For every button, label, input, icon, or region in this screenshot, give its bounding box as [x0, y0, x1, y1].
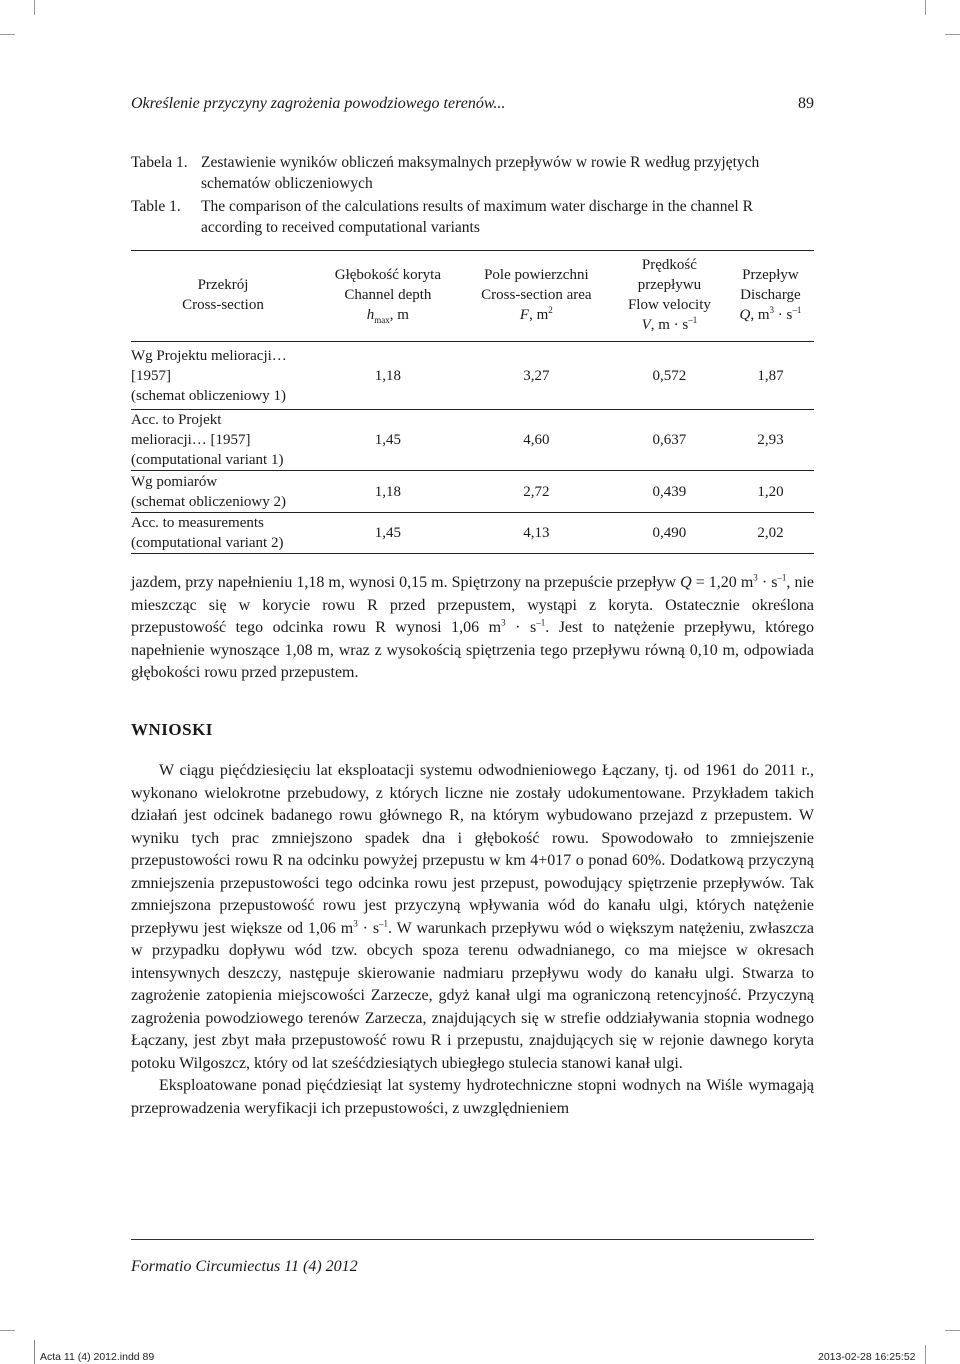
row-label: Acc. to measurements (computational variant 2): [131, 513, 315, 554]
conclusions-text: [131, 760, 814, 1120]
table-row: [131, 342, 814, 410]
crop-mark: [0, 34, 15, 35]
running-header-title: Określenie przyczyny zagrożenia powodziowego terenów...: [131, 95, 506, 112]
crop-mark: [925, 1345, 926, 1364]
cell-discharge: 1,20: [727, 471, 814, 513]
caption-label-en: Table 1.: [131, 198, 181, 215]
header-flow-velocity: Prędkość przepływu Flow velocity V, $m \cdot s^{-1}$: [612, 251, 727, 342]
table-caption-en: [131, 196, 814, 238]
cell-depth: 1,18: [315, 471, 461, 513]
table-header-row: [131, 251, 814, 342]
row-label: Acc. to Projekt melioracji… [1957] (computational variant 1): [131, 410, 315, 471]
running-header: [131, 95, 814, 113]
cell-discharge: 1,87: [727, 342, 814, 410]
paragraph-continuation: jazdem, przy napełnieniu 1,18 m, wynosi 0,15 m. Spiętrzony na przepuście przepływ Q = 1,20 $m^3 \cdot s^{-1}$, nie mieszcząc się w korycie rowu R przed przepustem, wystąpi z koryta. Ostatecznie określona przepustowość tego odcinka rowu R wynosi 1,06 $m^3 \cdot s^{-1}$. Jest to natężenie przepływu, którego napełnienie wynoszące 1,08 m, wraz z wysokością spiętrzenia tego przepływu równą 0,10 m, odpowiada głębokości rowu przed przepustem.: [131, 572, 815, 681]
results-table: [131, 250, 814, 554]
cell-depth: 1,45: [315, 513, 461, 554]
slug-datetime: 2013-02-28 16:25:52: [818, 1351, 916, 1363]
caption-text-pl: Zestawienie wyników obliczeń maksymalnych przepływów w rowie R według przyjętych schematów obliczeniowych: [201, 154, 760, 192]
table-row: [131, 513, 814, 554]
page-number: 89: [798, 95, 814, 112]
cell-velocity: 0,637: [612, 410, 727, 471]
cell-discharge: 2,02: [727, 513, 814, 554]
caption-label-pl: Tabela 1.: [131, 154, 188, 171]
crop-mark: [945, 34, 960, 35]
row-label: Wg pomiarów (schemat obliczeniowy 2): [131, 471, 315, 513]
journal-footer: Formatio Circumiectus 11 (4) 2012: [131, 1258, 358, 1275]
cell-area: 4,60: [461, 410, 612, 471]
header-cross-section-area: Pole powierzchni Cross-section area F, $m^2$: [461, 251, 612, 342]
table-caption-pl: [131, 152, 814, 194]
header-channel-depth: Głębokość koryta Channel depth $h_{max}$, m: [315, 251, 461, 342]
final-paragraph: Eksploatowane ponad pięćdziesiąt lat systemy hydrotechniczne stopni wodnych na Wiśle wymagają przeprowadzenia weryfikacji ich przepustowości, z uwzględnieniem: [131, 1077, 814, 1117]
cell-depth: 1,18: [315, 342, 461, 410]
section-heading: WNIOSKI: [131, 720, 213, 739]
cell-velocity: 0,572: [612, 342, 727, 410]
footer-rule: [131, 1239, 814, 1240]
slug-filename: Acta 11 (4) 2012.indd 89: [40, 1351, 155, 1363]
cell-velocity: 0,490: [612, 513, 727, 554]
header-discharge: Przepływ Discharge Q, $m^3 \cdot s^{-1}$: [727, 251, 814, 342]
table-row: [131, 410, 814, 471]
crop-mark: [925, 0, 926, 15]
cell-velocity: 0,439: [612, 471, 727, 513]
crop-mark: [945, 1330, 960, 1331]
row-label: Wg Projektu melioracji… [1957] (schemat obliczeniowy 1): [131, 342, 315, 410]
crop-mark: [0, 1330, 15, 1331]
cell-area: 3,27: [461, 342, 612, 410]
cell-discharge: 2,93: [727, 410, 814, 471]
slug-divider: [34, 1340, 35, 1364]
conclusions-paragraph: W ciągu pięćdziesięciu lat eksploatacji systemu odwodnieniowego Łączany, tj. od 1961 do 2011 r., wykonano wielokrotne przebudowy, z których liczne nie zostały udokumentowane. Przykładem takich działań jest odcinek badanego rowu głównego R, na którym wybudowano przejazd z przepustem. W wyniku tych prac zmniejszono spadek dna i głębokość rowu. Spowodowało to zmniejszenie przepustowości rowu R na odcinku powyżej przepustu w km 4+017 o ponad 60%. Dodatkową przyczyną zmniejszenia przepustowości tego odcinka rowu jest przepust, powodujący spiętrzenie przepływów. Tak zmniejszona przepustowość rowu jest przyczyną wpływania wód do kanału ulgi, których natężenie przepływu jest większe od 1,06 $m^3 \cdot s^{-1}$. W warunkach przepływu wód o większym natężeniu, zwłaszcza w przypadku dopływu wód tzw. obcych spoza terenu odwadnianego, co ma miejsce w okresach intensywnych deszczy, następuje skierowanie nadmiaru przepływu wody do kanału ulgi. Stwarza to zagrożenie zatopienia miejscowości Zarzecze, gdyż kanał ulgi ma ograniczoną retencyjność. Przyczyną zagrożenia powodziowego terenów Zarzecza, znajdujących się w strefie oddziaływania stopnia wodnego Łączany, jest zbyt mała przepustowość rowu R i przepustu, znajdujących się w rejonie dawnego koryta potoku Wilgoszcz, który od lat sześćdziesiątych ubiegłego stulecia stanowi kanał ulgi.: [131, 762, 814, 1072]
table-row: [131, 471, 814, 513]
cell-area: 2,72: [461, 471, 612, 513]
header-cross-section: Przekrój Cross-section: [131, 251, 315, 342]
cell-area: 4,13: [461, 513, 612, 554]
cell-depth: 1,45: [315, 410, 461, 471]
caption-text-en: The comparison of the calculations results of maximum water discharge in the channel R according to received computational variants: [201, 198, 753, 236]
crop-mark: [34, 0, 35, 15]
